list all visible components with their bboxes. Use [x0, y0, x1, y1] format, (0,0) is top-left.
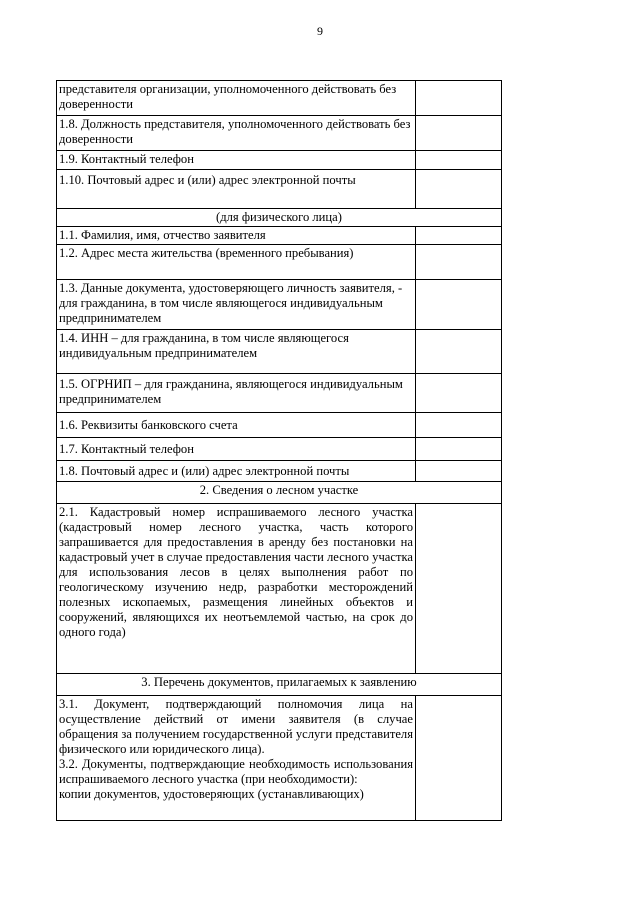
table-row: [57, 504, 502, 674]
table-row: [57, 374, 502, 413]
table-row: [57, 330, 502, 374]
document-item-3-2: 3.2. Документы, подтверждающие необходимость использования испрашиваемого лесного участка (при необходимости):: [59, 757, 413, 786]
ogrnip-label: 1.5. ОГРНИП – для гражданина, являющегося индивидуальным предпринимателем: [57, 374, 416, 413]
cadastral-number-field[interactable]: [416, 504, 502, 674]
bank-details-label: 1.6. Реквизиты банковского счета: [57, 413, 416, 438]
table-row: [57, 116, 502, 151]
residence-address-label: 1.2. Адрес места жительства (временного пребывания): [57, 245, 416, 280]
document-item-copies: копии документов, удостоверяющих (устанавливающих): [59, 787, 364, 801]
org-phone-label: 1.9. Контактный телефон: [57, 151, 416, 170]
table-row: [57, 170, 502, 209]
representative-position-label: 1.8. Должность представителя, уполномоченного действовать без доверенности: [57, 116, 416, 151]
identity-document-field[interactable]: [416, 280, 502, 330]
inn-label: 1.4. ИНН – для гражданина, в том числе являющегося индивидуальным предпринимателем: [57, 330, 416, 374]
individual-phone-label: 1.7. Контактный телефон: [57, 438, 416, 461]
cadastral-number-label: 2.1. Кадастровый номер испрашиваемого лесного участка (кадастровый номер лесного участка, часть которого запрашивается для предоставления в аренду без постановки на кадастровый учет в случае предоставления части лесного участка для использования лесов в целях выполнения работ по геологическому изучению недр, разработки месторождений полезных ископаемых, размещения линейных объектов и сооружений, являющихся их неотъемлемой частью, на срок до одного года): [57, 504, 416, 674]
identity-document-label: 1.3. Данные документа, удостоверяющего личность заявителя, - для гражданина, в том числе являющегося индивидуальным предпринимателем: [57, 280, 416, 330]
table-row: [57, 280, 502, 330]
section-2-title: 2. Сведения о лесном участке: [57, 482, 502, 504]
individual-address-label: 1.8. Почтовый адрес и (или) адрес электронной почты: [57, 461, 416, 482]
table-row: [57, 227, 502, 245]
table-row: [57, 438, 502, 461]
documents-list-field[interactable]: [416, 696, 502, 821]
org-address-label: 1.10. Почтовый адрес и (или) адрес электронной почты: [57, 170, 416, 209]
table-row: [57, 413, 502, 438]
individual-phone-field[interactable]: [416, 438, 502, 461]
application-form-table: [56, 80, 502, 821]
document-item-3-1: 3.1. Документ, подтверждающий полномочия лица на осуществление действий от имени заявителя (в случае обращения за получением государственной услуги представителя физического или юридического лица).: [59, 697, 413, 756]
inn-field[interactable]: [416, 330, 502, 374]
section-header-row: [57, 674, 502, 696]
representative-position-field[interactable]: [416, 116, 502, 151]
page-number: 9: [317, 24, 323, 38]
subsection-row: [57, 209, 502, 227]
applicant-name-label: 1.1. Фамилия, имя, отчество заявителя: [57, 227, 416, 245]
org-address-field[interactable]: [416, 170, 502, 209]
table-row: [57, 245, 502, 280]
org-representative-cont-field[interactable]: [416, 81, 502, 116]
table-row: [57, 81, 502, 116]
documents-list-label: [57, 696, 416, 821]
table-row: [57, 696, 502, 821]
org-phone-field[interactable]: [416, 151, 502, 170]
individual-address-field[interactable]: [416, 461, 502, 482]
applicant-name-field[interactable]: [416, 227, 502, 245]
individual-subsection-label: (для физического лица): [57, 209, 502, 227]
residence-address-field[interactable]: [416, 245, 502, 280]
bank-details-field[interactable]: [416, 413, 502, 438]
org-representative-cont-label: представителя организации, уполномоченного действовать без доверенности: [57, 81, 416, 116]
ogrnip-field[interactable]: [416, 374, 502, 413]
section-3-title: 3. Перечень документов, прилагаемых к заявлению: [57, 674, 502, 696]
table-row: [57, 461, 502, 482]
section-header-row: [57, 482, 502, 504]
table-row: [57, 151, 502, 170]
